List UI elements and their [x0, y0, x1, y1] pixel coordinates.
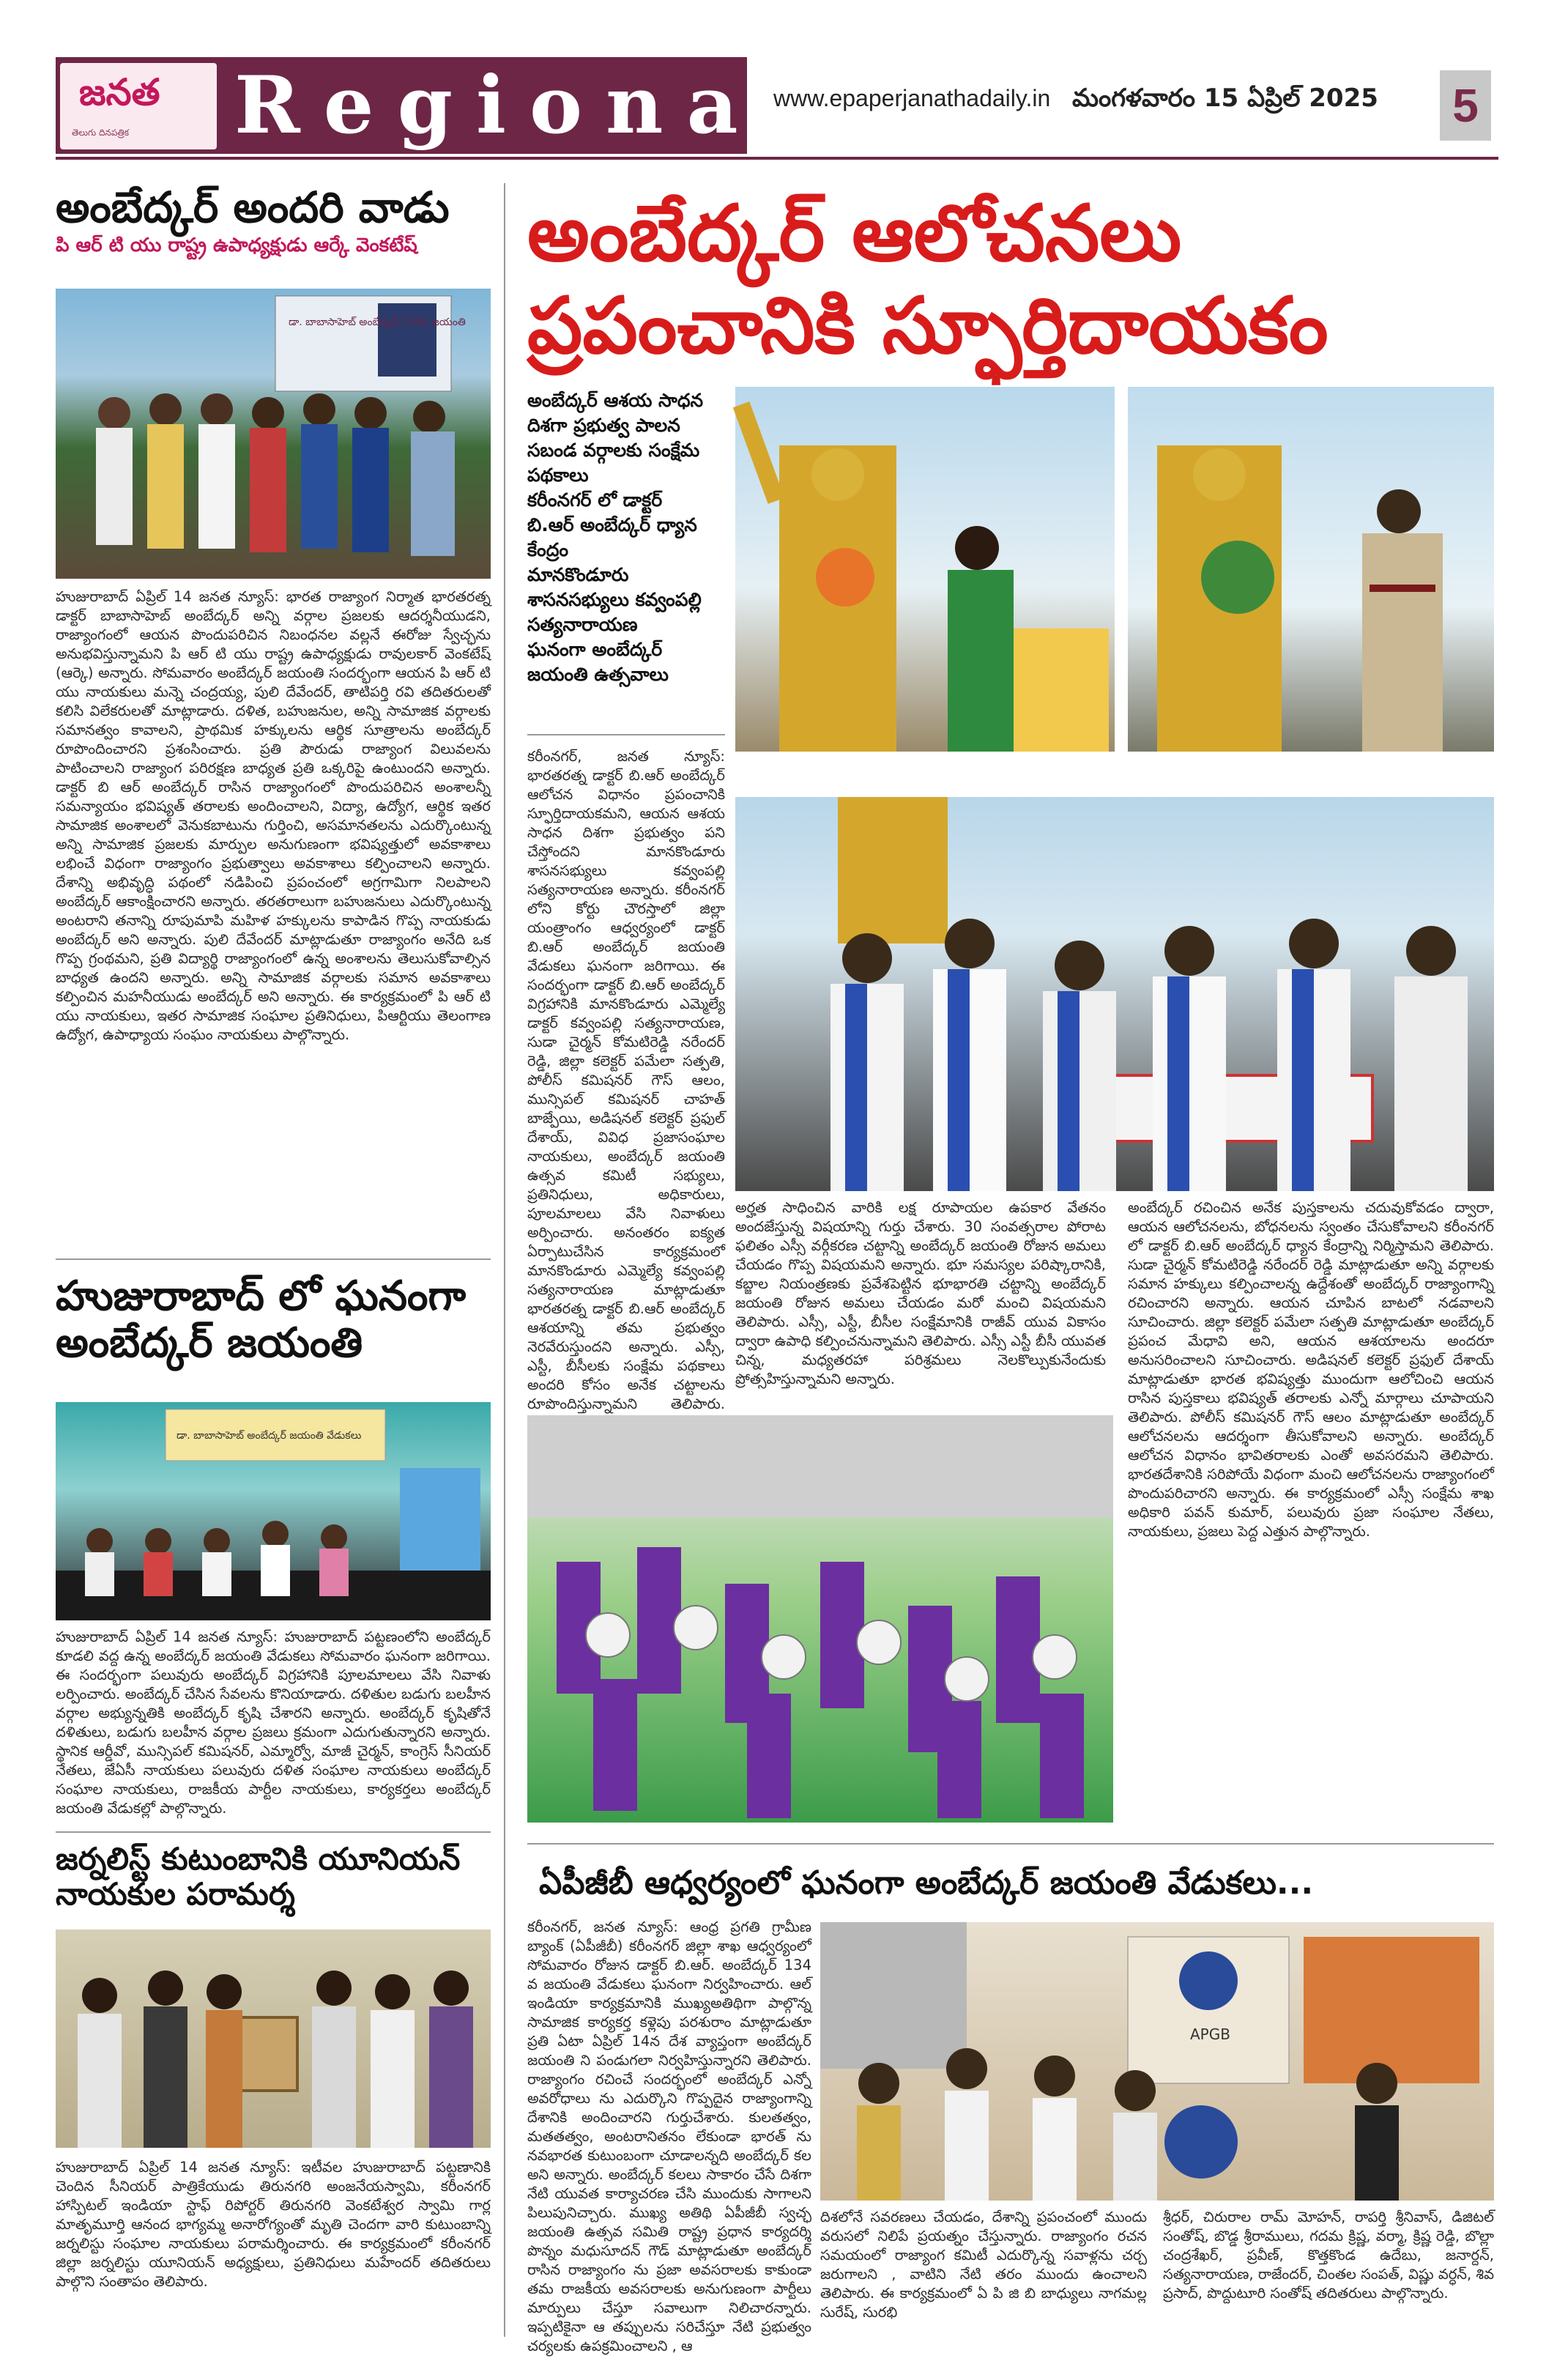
lead-deck: [527, 388, 725, 687]
lead-deck-line: శాసనసభ్యులు కవ్వంపల్లి: [527, 589, 702, 610]
story3-body: హుజురాబాద్ ఏప్రిల్ 14 జనత న్యూస్: ఇటీవల హుజురాబాద్ పట్టణానికి చెందిన సీనియర్ పాత్రికేయుడు తిరునగరి అంజనేయస్వామి, కరీంనగర్ హాస్పిటల్ ఇండియా స్టాఫ్ రిపోర్టర్ తిరునగరి వెంకటేశ్వర స్వామి గార్ల మాతృమూర్తి ఆనంద భాగ్యమ్మ అనారోగ్యంతో మృతి చెందగా వారి కుటుంబాన్ని జర్నలిస్టు సంఘాల నాయకులు పరామర్శించారు. ఈ కార్యక్రమంలో కరీంనగర్ జిల్లా జర్నలిస్టు యూనియన్ అధ్యక్షులు, ప్రతినిధులు మహేందర్ తదితరులు పాల్గొని సంతాపం తెలిపారు.: [56, 2159, 491, 2290]
story1-subhead: పి ఆర్ టి యు రాష్ట్ర ఉపాధ్యక్షుడు ఆర్కే వెంకటేష్: [56, 234, 417, 256]
lead-photo-statue-officer-art: [1128, 387, 1494, 752]
lead-photo-statue-woman: [735, 387, 1115, 752]
story4-photo-art: [820, 1922, 1494, 2201]
story4-banner-text: APGB: [1190, 2025, 1230, 2043]
story1-photo: [56, 289, 491, 579]
header-divider: [56, 157, 1498, 160]
story4-body-left: కరీంనగర్, జనత న్యూస్: ఆంధ్ర ప్రగతి గ్రామీణ బ్యాంక్ (ఏపీజీబీ) కరీంనగర్ జిల్లా శాఖ ఆధ్వర్యంలో సోమవారం రోజున డాక్టర్ బి.ఆర్. అంబేద్కర్ 134 వ జయంతి వేడుకలు ఘనంగా నిర్వహించారు. ఆల్ ఇండియా కార్యక్రమానికి ముఖ్యఅతిథిగా పాల్గొన్న సామాజిక కార్యకర్త కళ్లెపు పరశురాం మాట్లాడుతూ ప్రతి ఏటా ఏప్రిల్ 14న దేశ వ్యాప్తంగా అంబేద్కర్ జయంతి ని పండుగలా నిర్వహిస్తున్నారని తెలిపారు. రాజ్యాంగం రచించే సందర్భంలో అంబేద్కర్ ఎన్నో అవరోధాలు ను ఎదుర్కొని గొప్పదైన రాజ్యాంగాన్ని దేశానికి అందించారని గుర్తుచేశారు. కులతత్వం, మతతత్వం, అంటరానితనం లేకుండా భారత్ ను నవభారత కుటుంబంగా చూడాలన్నది అంబేద్కర్ కల అని అన్నారు. అంబేద్కర్ కలలు సాకారం చేసే దిశగా నేటి యువత కార్యాచరణ చేసి ముందుకు సాగాలని పిలుపునిచ్చారు. ముఖ్య అతిథి ఏపీజీబీ స్వచ్ఛ జయంతి ఉత్సవ సమితి రాష్ట్ర ప్రధాన కార్యదర్శి పొన్నం మధుసూదన్ గౌడ్ మాట్లాడుతూ అంబేద్కర్ రాసిన రాజ్యాంగం ను ప్రజా అవసరాలకు కాకుండా తమ రాజకీయ అవసరాలకు అనుగుణంగా పార్టీలు మార్పులు చేస్తూ సవాలుగా నిలిచారన్నారు. ఇప్పటికైనా ఆ తప్పులను సరిచేస్తూ నేటి ప్రభుత్వం చర్యలకు ఉపక్రమించాలని , ఆ: [527, 1919, 811, 2354]
lead-deck-line: మానకొండూరు: [527, 564, 629, 585]
lead-headline-line1: అంబేద్కర్ ఆలోచనలు: [527, 188, 1182, 278]
story1-divider: [56, 1258, 491, 1260]
story1-banner-text: డా. బాబాసాహెబ్ అంబేద్కర్ 134వ జయంతి: [289, 316, 466, 328]
story2-divider: [56, 1831, 491, 1833]
story2-banner-text: డా. బాబాసాహెబ్ అంబేద్కర్ జయంతి వేడుకలు: [176, 1430, 362, 1442]
lead-deck-divider: [527, 734, 725, 735]
lead-body-col3: అంబేద్కర్ రచించిన అనేక పుస్తకాలను చదువుకోవడం ద్వారా, ఆయన ఆలోచనలను, బోధనలను స్వంతం చేసుకోవాలని కరీంనగర్ లో డాక్టర్ బి.ఆర్ అంబేద్కర్ ధ్యాన కేంద్రాన్ని నిర్మిస్తామని తెలిపారు. సుడా చైర్మన్ కోమటిరెడ్డి నరేందర్ రెడ్డి మాట్లాడుతూ అన్ని వర్గాలకు సమాన హక్కులు కల్పించాలన్న ఉద్దేశంతో అంబేద్కర్ రాజ్యాంగాన్ని రచించారని అన్నారు. ఆయన చూపిన బాటలో నడవాలని సూచించారు. జిల్లా కలెక్టర్ పమేలా సత్పతి మాట్లాడుతూ అంబేద్కర్ ప్రపంచ మేధావి అని, ఆయన ఆశయాలను అందరూ అనుసరించాలని సూచించారు. అడిషనల్ కలెక్టర్ ప్రఫుల్ దేశాయ్ మాట్లాడుతూ భారత భవిష్యత్తు ముందుగా ఆలోచించి ఆయన రాసిన పుస్తకాలు భవిష్యత్ తరాలకు ఎన్నో మార్గాలు చూపాయని తెలిపారు. పోలీస్ కమిషనర్ గౌస్ ఆలం మాట్లాడుతూ అంబేద్కర్ ఆలోచనలను ఆదర్శంగా తీసుకోవాలని అన్నారు. అంబేద్కర్ ఆలోచన విధానం భావితరాలకు ఎంతో అవసరమని తెలిపారు. భారతదేశానికి సరిపోయే విధంగా మంచి ఆలోచనలను రాజ్యాంగంలో పొందుపరిచారని అన్నారు. ఈ కార్యక్రమంలో ఎస్సీ సంక్షేమ శాఖ అధికారి పవన్ కుమార్, పలువురు ప్రజా సంఘాల నేతలు, నాయకులు, ప్రజలు పెద్ద ఎత్తున పాల్గొన్నారు.: [1128, 1199, 1494, 1540]
lead-deck-line: అంబేద్కర్ ఆశయ సాధన: [527, 390, 704, 411]
story3-photo-art: [56, 1929, 491, 2148]
section-title: Regional: [234, 59, 815, 152]
lead-deck-line: సత్యనారాయణ: [527, 614, 638, 635]
lead-deck-line: పథకాలు: [527, 464, 589, 486]
lead-deck-line: బి.ఆర్ అంబేద్కర్ ధ్యాన: [527, 514, 697, 535]
story3-photo: [56, 1929, 491, 2148]
story2-body: హుజురాబాద్ ఏప్రిల్ 14 జనత న్యూస్: హుజురాబాద్ పట్టణంలోని అంబేద్కర్ కూడలి వద్ద ఉన్న అంబేద్కర్ జయంతి వేడుకలు సోమవారం ఘనంగా జరిగాయి. ఈ సందర్భంగా పలువురు అంబేద్కర్ విగ్రహానికి పూలమాలలు వేసి నివాళు లర్పించారు. అంబేద్కర్ చేసిన సేవలను కొనియాడారు. దళితుల బడుగు బలహీన వర్గాల అభ్యున్నతికి అంబేద్కర్ కృషి చేశారని అన్నారు. అంబేద్కర్ కృషితోనే దళితులు, బడుగు బలహీన వర్గాల ప్రజలు క్రమంగా ఎదుగుతున్నారని అన్నారు. స్థానిక ఆర్డీవో, మున్సిపల్ కమిషనర్, ఎమ్మార్వో, మాజీ చైర్మన్, కాంగ్రెస్ సీనియర్ నేతలు, జేఏసీ నాయకులు పలువురు దళిత సంఘాల నాయకులు అంబేద్కర్ సంఘాల నాయకులు, రాజకీయ పార్టీల నాయకులు, కార్యకర్తలు అంబేద్కర్ జయంతి వేడుకల్లో పాల్గొన్నారు.: [56, 1628, 491, 1817]
story4-body-right: శ్రీధర్, చిరురాల రామ్ మోహన్, రాపర్తి శ్రీనివాస్, డిజిటల్ సంతోష్, బొడ్డ శ్రీరాములు, గదమ క్రిష్ణ, వర్మా, క్రిష్ణ రెడ్డి, బొల్లా చంద్రశేఖర్, ప్రవీణ్, కొత్తకొండ ఉదేబు, జనార్దన్, సత్యనారాయణ, రాజేందర్, చింతల సంపత్, విష్ణు వర్ధన్, శివ ప్రసాద్, పొద్దుటూరి సంతోష్ తదితరులు పాల్గొన్నారు.: [1163, 2209, 1494, 2302]
story4-body-mid: దిశలోనే సవరణలు చేయడం, దేశాన్ని ప్రపంచంలో ముందు వరుసలో నిలిపే ప్రయత్నం చేస్తున్నారు. రాజ్యాంగం రచన సమయంలో రాజ్యాంగ కమిటీ ఎదుర్కొన్న సవాళ్లను చర్చ జరుగాలని , వాటిని నేటి తరం ముందు ఉంచాలని తెలిపారు. ఈ కార్యక్రమంలో ఏ పి జి బి బాధ్యులు నాగమల్ల సురేష్, సురభి: [820, 2209, 1147, 2321]
story1-headline: అంబేద్కర్ అందరి వాడు: [56, 182, 450, 232]
lead-photo-cake-cutting: [735, 797, 1494, 1191]
lead-body-col2: అర్హత సాధించిన వారికి లక్ష రూపాయల ఉపకార వేతనం అందజేస్తున్న విషయాన్ని గుర్తు చేశారు. 30 సంవత్సరాల పోరాట ఫలితం ఎస్సీ వర్గీకరణ చట్టాన్ని అంబేద్కర్ జయంతి రోజున అమలు చేయడం గొప్ప విషయమని అన్నారు. భూ సమస్యల పరిష్కారానికి, కబ్జాల నియంత్రణకు ప్రవేశపెట్టిన భూభారతి చట్టాన్ని అంబేద్కర్ జయంతి రోజున అమలు చేయడం మరో మంచి విషయమని తెలిపారు. ఎస్సీ, ఎస్టీ, బీసీల సంక్షేమానికి రాజీవ్ యువ వికాసం ద్వారా ఉపాధి కల్పించనున్నామని తెలిపారు. ఎస్సీ ఎస్టీ బీసీ యువత చిన్న, మధ్యతరహా పరిశ్రమలు నెలకొల్పుకునేందుకు ప్రోత్సహిస్తున్నామని అన్నారు.: [735, 1199, 1106, 1387]
lead-deck-line: కరీంనగర్ లో డాక్టర్: [527, 489, 663, 511]
story2-headline: హుజురాబాద్ లో ఘనంగా అంబేద్కర్ జయంతి: [56, 1272, 467, 1368]
lead-photo-dance-troupe: [527, 1415, 1113, 1823]
story4-top-rule: [527, 1843, 1494, 1845]
lead-deck-line: సబండ వర్గాలకు సంక్షేమ: [527, 440, 700, 461]
lead-photo-dance-troupe-art: [527, 1415, 1113, 1823]
lead-deck-line: కేంద్రం: [527, 539, 569, 560]
logo-tagline: తెలుగు దినపత్రిక: [72, 127, 130, 138]
story3-headline: జర్నలిస్ట్ కుటుంబానికి యూనియన్ నాయకుల పరామర్శ: [56, 1841, 461, 1913]
issue-date: మంగళవారం 15 ఏప్రిల్ 2025: [1072, 84, 1378, 113]
lead-body-col1: కరీంనగర్, జనత న్యూస్: భారతరత్న డాక్టర్ బి.ఆర్ అంబేద్కర్ ఆలోచన విధానం ప్రపంచానికి స్ఫూర్తిదాయకమని, ఆయన ఆశయ సాధన దిశగా ప్రభుత్వం పని చేస్తోందని మానకొండూరు శాసనసభ్యులు కవ్వంపల్లి సత్యనారాయణ అన్నారు. కరీంనగర్ లోని కోర్టు చౌరస్తాలో జిల్లా యంత్రాంగం ఆధ్వర్యంలో డాక్టర్ బి.ఆర్ అంబేద్కర్ జయంతి వేడుకలు ఘనంగా జరిగాయి. ఈ సందర్భంగా డాక్టర్ బి.ఆర్ అంబేద్కర్ విగ్రహానికి మానకొండూరు ఎమ్మెల్యే డాక్టర్ కవ్వంపల్లి సత్యనారాయణ, సుడా చైర్మన్ కోమటిరెడ్డి నరేందర్ రెడ్డి, జిల్లా కలెక్టర్ పమేలా సత్పతి, పోలీస్ కమిషనర్ గౌస్ ఆలం, మున్సిపల్ కమిషనర్ చాహత్ బాజ్పేయి, అడిషనల్ కలెక్టర్ ప్రఫుల్ దేశాయ్, వివిధ ప్రజాసంఘాల నాయకులు, అంబేద్కర్ జయంతి ఉత్సవ కమిటీ సభ్యులు, ప్రతినిధులు, అధికారులు, పూలమాలలు వేసి నివాళులు అర్పించారు. అనంతరం ఐక్యత ఏర్పాటుచేసిన కార్యక్రమంలో మానకొండూరు ఎమ్మెల్యే కవ్వంపల్లి సత్యనారాయణ మాట్లాడుతూ భారతరత్న డాక్టర్ బి.ఆర్ అంబేద్కర్ ఆశయాన్ని తమ ప్రభుత్వం నెరవేరుస్తుందని అన్నారు. ఎస్సీ, ఎస్టీ, బీసీలకు సంక్షేమ పథకాలు అందరి కోసం అనేక చట్టాలను రూపొందిస్తున్నామని తెలిపారు.: [527, 748, 725, 1412]
lead-photo-statue-woman-art: [735, 387, 1115, 752]
story1-photo-art: [56, 289, 491, 579]
lead-deck-line: దిశగా ప్రభుత్వ పాలన: [527, 415, 680, 436]
story1-body: హుజురాబాద్ ఏప్రిల్ 14 జనత న్యూస్: భారత రాజ్యాంగ నిర్మాత భారతరత్న డాక్టర్ బాబాసాహెబ్ అంబేద్కర్ అన్ని వర్గాల ప్రజలకు ఆదర్శనీయుడని, రాజ్యాంగంలో ఆయన పొందుపరిచిన నిబంధనల వల్లనే ఈరోజు స్వేచ్ఛను అనుభవిస్తున్నామని పి ఆర్ టి యు రాష్ట్ర ఉపాధ్యక్షుడు రావులకార్ వెంకటేష్ (ఆర్కె) అన్నారు. సోమవారం అంబేద్కర్ జయంతి సందర్భంగా ఆయన పి ఆర్ టి యు నాయకులు మన్నె చంద్రయ్య, పులి దేవేందర్, తాటిపర్తి రవి తదితరులతో కలిసి విలేకరులతో మాట్లాడారు. దళిత, బహుజనుల, అన్ని సామాజిక వర్గాలకు సమానత్వం కావాలని, ప్రాథమిక హక్కులను ఆర్థిక సూత్రాలను అంబేద్కర్ రూపొందించారని ప్రశంసించారు. ప్రతి పౌరుడు రాజ్యాంగ విలువలను పాటించాలని రాజ్యాంగ పరిరక్షణ బాధ్యత ప్రతి ఒక్కరిపై ఉంటుందని అన్నారు. డాక్టర్ బి ఆర్ అంబేద్కర్ రాసిన రాజ్యాంగంలో పొందుపరిచిన అంశాలన్నీ సమన్యాయం భవిష్యత్ తరాలకు అందించాలని, విద్యా, ఉద్యోగ, ఆర్థిక ఇతర సామాజిక అంశాలలో వెనుకబాటును గుర్తించి, అసమానతలను ఎదుర్కొంటున్న అన్ని సామాజిక ప్రజలకు మార్పుల అనుగుణంగా భవిష్యత్తులో అవకాశాలు లభించే విధంగా రాజ్యాంగం ప్రభుత్వాలు అవకాశాలు కల్పించాలని అన్నారు. దేశాన్ని అభివృద్ధి పథంలో నడిపించి ప్రపంచంలో అగ్రగామిగా నిలపాలని అంబేద్కర్ ఆకాంక్షించారని అన్నారు. తరతరాలుగా బహుజనులు ఎదుర్కొంటున్న అంటరాని తనాన్ని రూపుమాపి మహిళ హక్కులను కాపాడిన గొప్ప నాయకుడు అంబేద్కర్ అని అన్నారు. పులి దేవేందర్ మాట్లాడుతూ రాజ్యాంగం అనేది ఒక గొప్ప గ్రంథమని, ప్రతి విద్యార్థి రాజ్యాంగంలో ఉన్న అంశాలను తెలుసుకోవాల్సిన బాధ్యత ఉందని అన్నారు. అన్ని సామాజిక వర్గాలకు సమాన అవకాశాలు కల్పించిన మహనీయుడు అంబేద్కర్ అని అన్నారు. ఈ కార్యక్రమంలో పి ఆర్ టి యు నాయకులు, ఇతర సామాజిక సంఘాల ప్రతినిధులు, పిఆర్టియు తెలంగాణ ఉద్యోగ, ఉపాధ్యాయ సంఘం నాయకులు పాల్గొన్నారు.: [56, 588, 491, 1043]
lead-photo-cake-cutting-art: [735, 797, 1494, 1191]
newspaper-logo: [60, 63, 217, 149]
story4-headline: ఏపీజీబీ ఆధ్వర్యంలో ఘనంగా అంబేద్కర్ జయంతి వేడుకలు...: [539, 1864, 1314, 1902]
logo-text: జనత: [79, 70, 160, 114]
website-url[interactable]: www.epaperjanathadaily.in: [773, 85, 1051, 111]
lead-deck-line: ఘనంగా అంబేద్కర్: [527, 639, 663, 660]
story2-photo: [56, 1402, 491, 1620]
story2-photo-art: [56, 1402, 491, 1620]
lead-deck-line: జయంతి ఉత్సవాలు: [527, 664, 669, 685]
lead-photo-statue-officer: [1128, 387, 1494, 752]
column-separator: [504, 183, 505, 2337]
lead-headline-line2: ప్రపంచానికి స్ఫూర్తిదాయకం: [527, 281, 1329, 371]
story4-photo: [820, 1922, 1494, 2201]
page-number: 5: [1440, 70, 1491, 141]
